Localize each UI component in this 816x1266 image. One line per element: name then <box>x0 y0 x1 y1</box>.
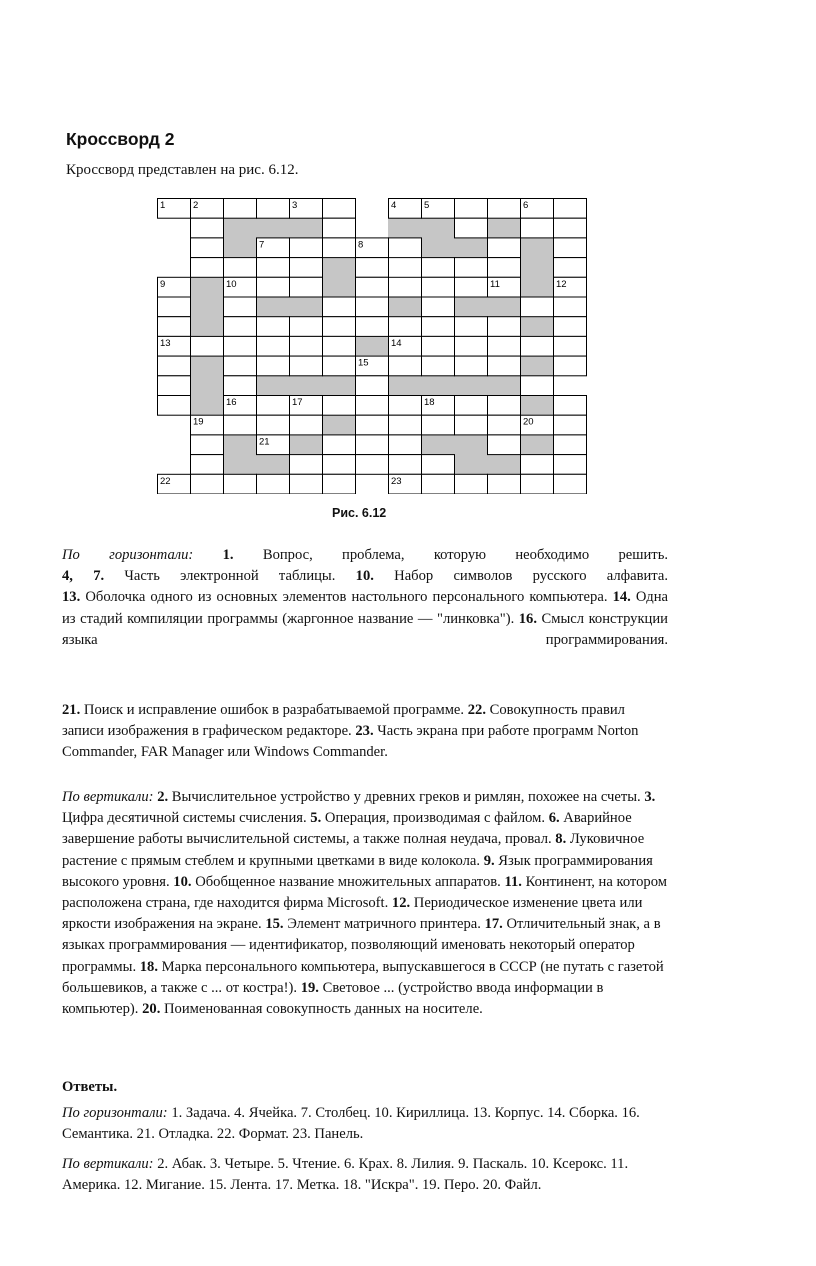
grid-cell <box>389 356 422 376</box>
clue-text: Луковичное растение с прямым стеблем и крупными цветками в виде колокола. <box>62 831 645 869</box>
grid-cell <box>488 415 521 435</box>
cell-number: 8 <box>358 239 364 251</box>
shaded-cell <box>455 435 488 455</box>
across-clues-part2 <box>62 700 668 764</box>
grid-cell <box>554 199 587 219</box>
grid-cell <box>455 415 488 435</box>
grid-cell <box>257 277 290 297</box>
clue-number: 1. <box>222 547 234 563</box>
shaded-cell <box>290 297 323 317</box>
cell-number: 19 <box>193 416 204 428</box>
figure-caption: Рис. 6.12 <box>332 506 387 520</box>
grid-cell <box>521 376 554 396</box>
shaded-cell <box>323 277 356 297</box>
answers-down-text: 2. Абак. 3. Четыре. 5. Чтение. 6. Крах. 8. Лилия. 9. Паскаль. 10. Ксерокс. 11. Америка. 12. Мигание. 15. Лента. 17. Метка. 18. "Искра". 19. Перо. 20. Файл. <box>62 1156 629 1194</box>
grid-cell <box>521 336 554 356</box>
grid-cell <box>158 376 191 396</box>
cell-number: 1 <box>160 200 166 211</box>
grid-cell <box>323 455 356 475</box>
shaded-cell <box>257 455 290 475</box>
shaded-cell <box>290 435 323 455</box>
grid-cell <box>488 317 521 337</box>
cell-number: 6 <box>523 200 529 211</box>
clue-number: 8. <box>555 831 567 848</box>
cell-number: 4 <box>391 200 397 211</box>
grid-cell <box>290 474 323 494</box>
line <box>62 566 668 587</box>
grid-cell <box>554 336 587 356</box>
line <box>62 1103 668 1145</box>
grid-cell <box>521 218 554 238</box>
grid-cell <box>521 455 554 475</box>
line <box>62 545 668 566</box>
grid-cell <box>224 415 257 435</box>
cell-number: 16 <box>226 397 237 408</box>
grid-cell <box>356 455 389 475</box>
grid-cell <box>224 474 257 494</box>
clue-text: Поиск и исправление ошибок в разрабатываемой программе. <box>80 702 465 718</box>
grid-cell <box>521 474 554 494</box>
grid-cell <box>389 396 422 416</box>
grid-cell <box>191 455 224 475</box>
grid-cell <box>356 376 389 396</box>
clue-text: Часть электронной таблицы. <box>104 568 336 585</box>
cell-number: 3 <box>292 200 298 211</box>
shaded-cell <box>191 396 224 416</box>
grid-cell <box>290 277 323 297</box>
grid-cell <box>191 238 224 258</box>
cell-number: 12 <box>556 278 567 290</box>
grid-cell <box>488 199 521 219</box>
grid-cell <box>422 415 455 435</box>
line <box>62 787 668 1020</box>
grid-cell <box>488 336 521 356</box>
shaded-cell <box>323 258 356 278</box>
grid-cell <box>554 435 587 455</box>
clue-number: 18. <box>139 958 158 975</box>
grid-cell <box>158 317 191 337</box>
grid-cell <box>224 356 257 376</box>
clue-text: Совокупность правил записи изображения в графическом редакторе. <box>62 702 625 740</box>
grid-cell <box>257 317 290 337</box>
clue-text: Обобщенное название множительных аппаратов. <box>191 873 501 890</box>
grid-cell <box>389 435 422 455</box>
clue-text: Континент, на котором расположена страна, где находится фирма Microsoft. <box>62 873 667 912</box>
clue-text: Вопрос, проблема, которую необходимо решить. <box>233 547 668 563</box>
grid-cell <box>323 218 356 238</box>
shaded-cell <box>521 435 554 455</box>
shaded-cell <box>422 435 455 455</box>
grid-cell <box>455 336 488 356</box>
grid-cell <box>554 218 587 238</box>
grid-cell <box>554 415 587 435</box>
shaded-cell <box>224 435 257 455</box>
grid-cell <box>257 474 290 494</box>
grid-cell <box>290 356 323 376</box>
shaded-cell <box>521 238 554 258</box>
line <box>62 1154 668 1196</box>
shaded-cell <box>356 336 389 356</box>
grid-cell <box>356 258 389 278</box>
grid-cell <box>356 317 389 337</box>
shaded-cell <box>521 277 554 297</box>
clue-number: 6. <box>548 810 560 827</box>
clue-number: 10. <box>173 873 192 890</box>
grid-cell <box>323 396 356 416</box>
grid-cell <box>356 415 389 435</box>
grid-cell <box>257 415 290 435</box>
clue-number: 17. <box>484 916 503 933</box>
cell-number: 2 <box>193 200 199 211</box>
grid-cell <box>224 376 257 396</box>
shaded-cell <box>323 376 356 396</box>
clue-text: Операция, производимая с файлом. <box>321 810 546 827</box>
grid-cell <box>290 455 323 475</box>
clue-number: 2. <box>157 789 169 805</box>
clue-text: Поименованная совокупность данных на носителе. <box>160 1001 483 1018</box>
answers-across-text: 1. Задача. 4. Ячейка. 7. Столбец. 10. Кириллица. 13. Корпус. 14. Сборка. 16. Семантика. 21. Отладка. 22. Формат. 23. Панель. <box>62 1105 640 1143</box>
clue-text: Одна из стадий компиляции программы (жаргонное название — "линковка"). <box>62 589 668 627</box>
grid-cell <box>323 238 356 258</box>
grid-cell <box>356 277 389 297</box>
grid-cell <box>422 317 455 337</box>
across-label: По горизонтали: <box>62 547 194 563</box>
grid-cell <box>554 297 587 317</box>
grid-cell <box>455 258 488 278</box>
grid-cell <box>455 199 488 219</box>
line <box>62 587 668 651</box>
grid-cell <box>191 258 224 278</box>
clue-text: Смысл конструкции языка программирования. <box>62 610 668 648</box>
grid-cell <box>455 474 488 494</box>
shaded-cell <box>257 297 290 317</box>
cell-number: 18 <box>424 397 435 408</box>
cell-number: 17 <box>292 397 303 408</box>
grid-cell <box>488 258 521 278</box>
clue-number: 19. <box>300 979 319 996</box>
clue-text: Вычислительное устройство у древних греков и римлян, похожее на счеты. <box>168 789 641 805</box>
shaded-cell <box>191 376 224 396</box>
clue-number: 23. <box>355 723 374 740</box>
grid-cell <box>323 336 356 356</box>
answers-down <box>62 1154 668 1196</box>
figure-intro-text: Кроссворд представлен на рис. 6.12. <box>66 162 299 178</box>
grid-cell <box>356 396 389 416</box>
clue-number: 13. <box>62 589 81 606</box>
cell-number: 9 <box>160 278 166 290</box>
grid-cell <box>224 317 257 337</box>
clue-text: Язык программирования высокого уровня. <box>62 852 653 890</box>
shaded-cell <box>191 297 224 317</box>
line <box>62 700 668 764</box>
shaded-cell <box>389 218 422 238</box>
grid-cell <box>290 258 323 278</box>
grid-cell <box>554 258 587 278</box>
grid-cell <box>257 336 290 356</box>
grid-cell <box>455 317 488 337</box>
grid-cell <box>455 356 488 376</box>
grid-cell <box>323 474 356 494</box>
grid-cell <box>554 396 587 416</box>
clue-number: 11. <box>504 873 522 890</box>
answers-across-label: По горизонтали: <box>62 1105 168 1121</box>
clue-number: 15. <box>265 916 284 933</box>
clue-text: Цифра десятичной системы счисления. <box>62 810 307 827</box>
shaded-cell <box>488 455 521 475</box>
clue-text: Периодическое изменение цвета или яркости изображения на экране. <box>62 895 643 933</box>
grid-cell <box>554 356 587 376</box>
grid-cell <box>158 396 191 416</box>
cell-number: 13 <box>160 337 171 349</box>
cell-number: 10 <box>226 278 237 290</box>
grid-cell <box>422 258 455 278</box>
shaded-cell <box>521 317 554 337</box>
shaded-cell <box>521 356 554 376</box>
clue-text: Набор символов русского алфавита. <box>373 568 668 585</box>
grid-cell <box>422 336 455 356</box>
grid-cell <box>356 435 389 455</box>
shaded-cell <box>257 218 290 238</box>
grid-cell <box>191 336 224 356</box>
shaded-cell <box>455 455 488 475</box>
clue-number: 3. <box>644 789 656 805</box>
clue-number: 5. <box>310 810 322 827</box>
answers-across <box>62 1103 668 1145</box>
shaded-cell <box>455 376 488 396</box>
grid-cell <box>323 199 356 219</box>
shaded-cell <box>455 238 488 258</box>
grid-cell <box>323 356 356 376</box>
shaded-cell <box>521 258 554 278</box>
cell-number: 14 <box>391 337 402 349</box>
clue-text: Элемент матричного принтера. <box>283 916 481 933</box>
cell-number: 15 <box>358 357 369 369</box>
clue-text: Световое ... (устройство ввода информации в компьютер). <box>62 979 604 1018</box>
cell-number: 5 <box>424 200 430 211</box>
shaded-cell <box>521 396 554 416</box>
clue-number: 14. <box>612 589 631 606</box>
shaded-cell <box>488 297 521 317</box>
clue-number: 20. <box>142 1001 161 1018</box>
shaded-cell <box>290 376 323 396</box>
grid-cell <box>521 297 554 317</box>
grid-cell <box>323 435 356 455</box>
grid-cell <box>191 218 224 238</box>
clue-text: Марка персонального компьютера, выпускавшегося в СССР (не путать с газетой большевиков, а также с ... от костра!). <box>62 958 664 996</box>
shaded-cell <box>224 238 257 258</box>
grid-cell <box>422 455 455 475</box>
down-clues <box>62 787 668 1020</box>
across-clues-part1 <box>62 545 668 651</box>
grid-cell <box>257 356 290 376</box>
clue-text: Отличительный знак, а в языках программирования — идентификатор, позволяющий именовать некоторый оператор программы. <box>62 916 661 975</box>
grid-cell <box>389 238 422 258</box>
grid-cell <box>290 238 323 258</box>
grid-cell <box>422 277 455 297</box>
grid-cell <box>323 317 356 337</box>
grid-cell <box>554 238 587 258</box>
cell-number: 7 <box>259 239 265 251</box>
grid-cell <box>224 199 257 219</box>
grid-cell <box>290 415 323 435</box>
answers-down-label: По вертикали: <box>62 1156 154 1172</box>
shaded-cell <box>191 356 224 376</box>
shaded-cell <box>224 218 257 238</box>
shaded-cell <box>290 218 323 238</box>
cell-number: 21 <box>259 436 270 448</box>
shaded-cell <box>257 376 290 396</box>
shaded-cell <box>389 297 422 317</box>
grid-cell <box>554 474 587 494</box>
down-label: По вертикали: <box>62 789 154 805</box>
grid-cell <box>422 297 455 317</box>
grid-cell <box>455 218 488 238</box>
cell-number: 11 <box>490 278 500 290</box>
clue-number: 4, 7. <box>62 568 105 585</box>
cell-number: 23 <box>391 475 402 487</box>
section-heading: Кроссворд 2 <box>66 129 175 149</box>
grid-cell <box>455 396 488 416</box>
shaded-cell <box>191 317 224 337</box>
grid-cell <box>356 297 389 317</box>
grid-cell <box>158 297 191 317</box>
shaded-cell <box>422 218 455 238</box>
grid-cell <box>290 336 323 356</box>
grid-cell <box>389 415 422 435</box>
shaded-cell <box>455 297 488 317</box>
grid-cell <box>455 277 488 297</box>
grid-cell <box>488 356 521 376</box>
clue-number: 12. <box>391 895 411 912</box>
shaded-cell <box>224 455 257 475</box>
grid-cell <box>554 317 587 337</box>
grid-cell <box>257 396 290 416</box>
shaded-cell <box>389 376 422 396</box>
cell-number: 20 <box>523 416 534 428</box>
grid-cell <box>488 238 521 258</box>
crossword-grid <box>157 198 589 494</box>
shaded-cell <box>191 277 224 297</box>
shaded-cell <box>422 376 455 396</box>
grid-cell <box>389 455 422 475</box>
grid-cell <box>422 356 455 376</box>
grid-cell <box>224 297 257 317</box>
grid-cell <box>389 317 422 337</box>
cell-number: 22 <box>160 475 171 487</box>
clue-text: Часть экрана при работе программ Norton Commander, FAR Manager или Windows Commander. <box>62 723 639 761</box>
grid-cell <box>422 474 455 494</box>
grid-cell <box>224 336 257 356</box>
grid-cell <box>257 258 290 278</box>
grid-cell <box>191 474 224 494</box>
grid-cell <box>290 317 323 337</box>
grid-cell <box>257 199 290 219</box>
clue-number: 10. <box>355 568 374 585</box>
clue-number: 16. <box>518 610 537 627</box>
grid-cell <box>158 356 191 376</box>
clue-text: Аварийное завершение работы вычислительной системы, а также полная неудача, провал. <box>62 810 632 848</box>
grid-cell <box>224 258 257 278</box>
shaded-cell <box>488 376 521 396</box>
clue-number: 21. <box>62 702 81 718</box>
clue-number: 22. <box>467 702 486 718</box>
shaded-cell <box>488 218 521 238</box>
grid-cell <box>488 435 521 455</box>
grid-cell <box>488 474 521 494</box>
clue-text: Оболочка одного из основных элементов настольного персонального компьютера. <box>80 589 608 606</box>
grid-cell <box>554 455 587 475</box>
shaded-cell <box>323 415 356 435</box>
answers-title: Ответы. <box>62 1079 118 1095</box>
grid-cell <box>389 277 422 297</box>
grid-cell <box>191 435 224 455</box>
grid-cell <box>488 396 521 416</box>
clue-number: 9. <box>483 852 495 869</box>
shaded-cell <box>422 238 455 258</box>
grid-cell <box>323 297 356 317</box>
